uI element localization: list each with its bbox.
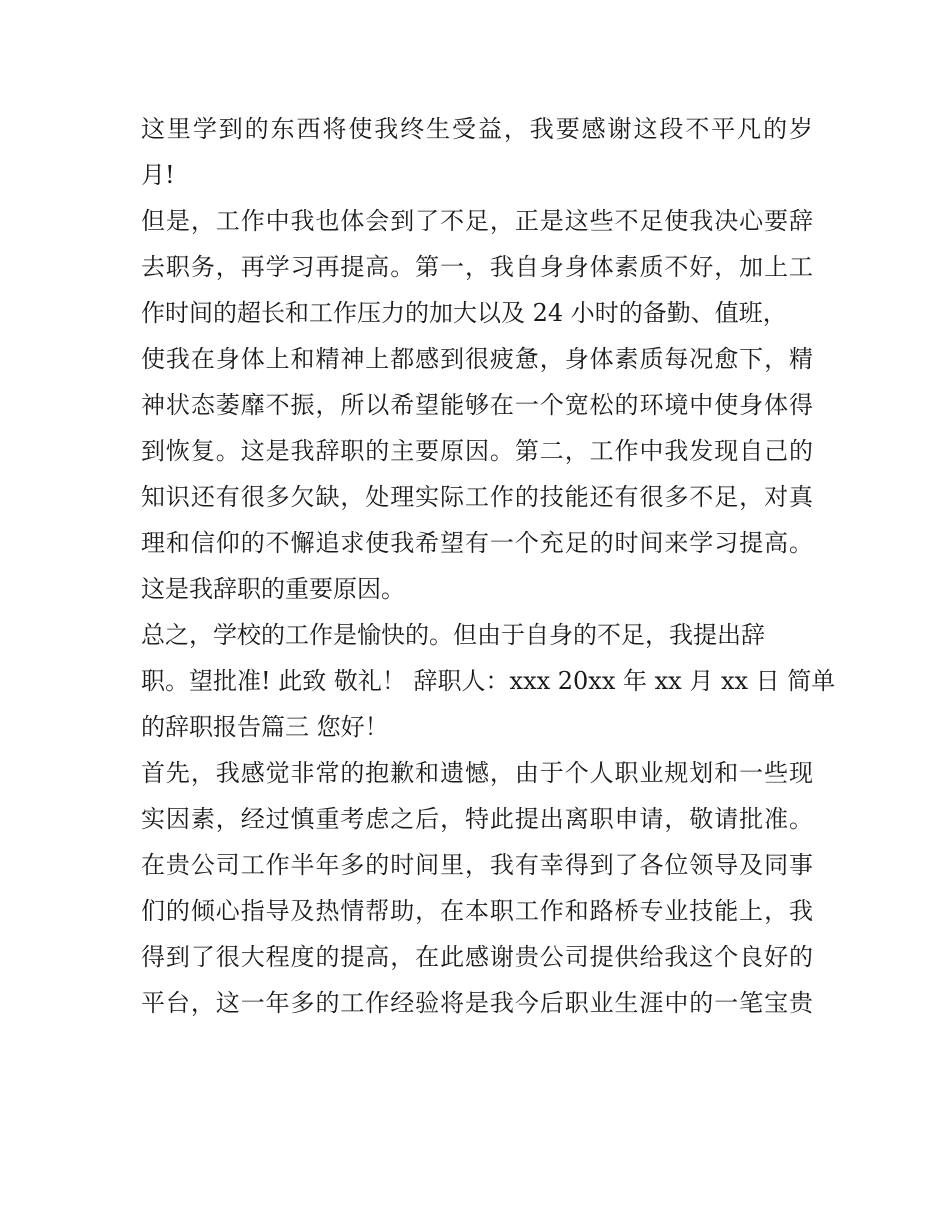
text-line: 这里学到的东西将使我终生受益，我要感谢这段不平凡的岁 <box>141 115 813 143</box>
text-line: 到恢复。这是我辞职的主要原因。第二，工作中我发现自己的 <box>141 437 813 465</box>
text-line: 月! <box>141 161 175 189</box>
text-line: 平台，这一年多的工作经验将是我今后职业生涯中的一笔宝贵 <box>141 989 813 1017</box>
text-line: 实因素，经过慎重考虑之后，特此提出离职申请，敬请批准。 <box>141 805 813 833</box>
text-line: 得到了很大程度的提高，在此感谢贵公司提供给我这个良好的 <box>141 943 813 971</box>
text-line: 首先，我感觉非常的抱歉和遗憾，由于个人职业规划和一些现 <box>141 759 813 787</box>
text-line: 去职务，再学习再提高。第一，我自身身体素质不好，加上工 <box>141 253 813 281</box>
text-line: 这是我辞职的重要原因。 <box>141 575 405 603</box>
text-line: 神状态萎靡不振，所以希望能够在一个宽松的环境中使身体得 <box>141 391 813 419</box>
text-line: 们的倾心指导及热情帮助，在本职工作和路桥专业技能上，我 <box>141 897 813 925</box>
text-line: 但是，工作中我也体会到了不足，正是这些不足使我决心要辞 <box>141 207 813 235</box>
text-line: 在贵公司工作半年多的时间里，我有幸得到了各位领导及同事 <box>141 851 813 879</box>
text-line: 总之，学校的工作是愉快的。但由于自身的不足，我提出辞 <box>141 621 765 649</box>
text-line: 的辞职报告篇三 您好！ <box>141 713 389 741</box>
text-line: 作时间的超长和工作压力的加大以及 24 小时的备勤、值班， <box>141 299 787 327</box>
text-line: 职。望批准! 此致 敬礼！ 辞职人：xxx 20xx 年 xx 月 xx 日 简单 <box>141 667 836 695</box>
document-body <box>141 106 836 1026</box>
text-line: 知识还有很多欠缺，处理实际工作的技能还有很多不足，对真 <box>141 483 813 511</box>
text-line: 理和信仰的不懈追求使我希望有一个充足的时间来学习提高。 <box>141 529 813 557</box>
text-line: 使我在身体上和精神上都感到很疲惫，身体素质每况愈下，精 <box>141 345 813 373</box>
